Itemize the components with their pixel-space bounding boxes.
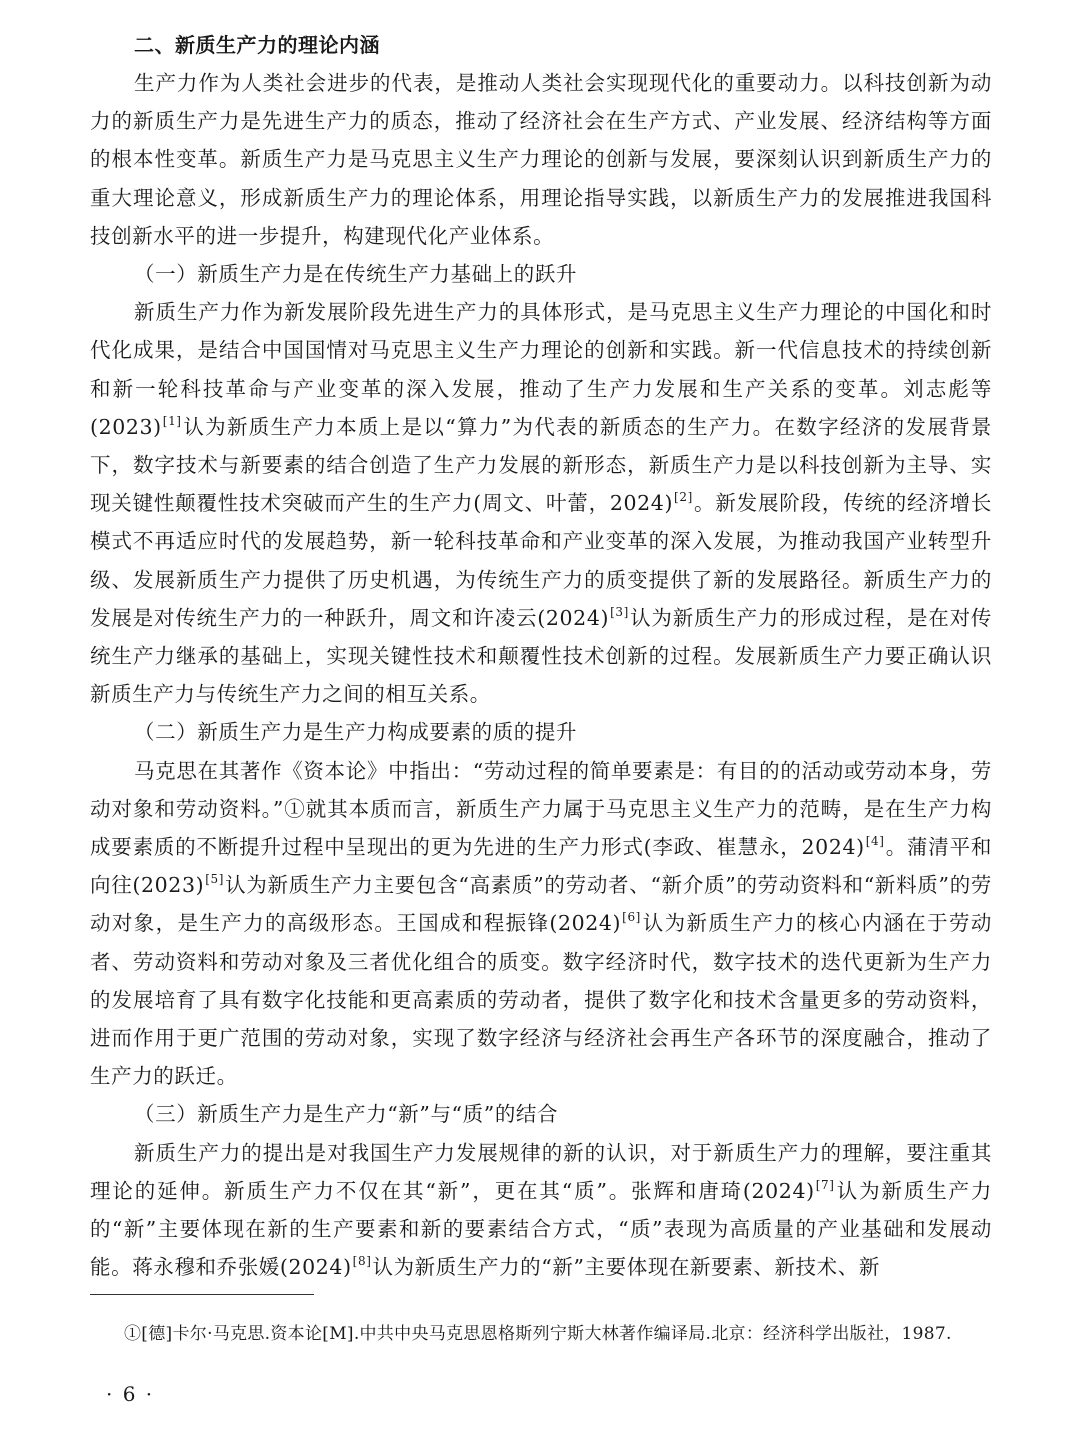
citation-4: [4] (865, 834, 885, 849)
paragraph-text: 认为新质生产力本质上是以“算力”为代表的新质态的生产力。在数字经济的发展背景下，数字技术与新要素的结合创造了生产力发展的新形态，新质生产力是以科技创新为主导、实现关键性颠覆性技术突破而产生的生产力(周文、叶蕾，2024) (90, 414, 992, 516)
citation-5: [5] (205, 872, 224, 887)
paragraph-text: 认为新质生产力的核心内涵在于劳动者、劳动资料和劳动对象及三者优化组合的质变。数字经济时代，数字技术的迭代更新为生产力的发展培育了具有数字化技能和更高素质的劳动者，提供了数字化和技术含量更多的劳动资料，进而作用于更广范围的劳动对象，实现了数字经济与经济社会再生产各环节的深度融合，推动了生产力的跃迁。 (90, 911, 992, 1089)
paragraph-text: 。新发展阶段，传统的经济增长模式不再适应时代的发展趋势，新一轮科技革命和产业变革的深入发展，为推动我国产业转型升级、发展新质生产力提供了历史机遇，为传统生产力的质变提供了新的发展路径。新质生产力的发展是对传统生产力的一种跃升，周文和许凌云(2024) (90, 491, 992, 630)
paragraph-text: 新质生产力的提出是对我国生产力发展规律的新的认识，对于新质生产力的理解，要注重其理论的延伸。新质生产力不仅在其“新”，更在其“质”。张辉和唐琦(2024) (90, 1140, 992, 1203)
paragraph-text: 认为新质生产力的“新”主要体现在新的生产要素和新的要素结合方式，“质”表现为高质量的产业基础和发展动能。蒋永穆和乔张媛(2024) (90, 1178, 992, 1280)
paragraph-text: 马克思在其著作《资本论》中指出：“劳动过程的简单要素是：有目的的活动或劳动本身，劳动对象和劳动资料。”①就其本质而言，新质生产力属于马克思主义生产力的范畴，是在生产力构成要素质的不断提升过程中呈现出的更为先进的生产力形式(李政、崔慧永，2024) (90, 758, 992, 860)
paragraph-text: 新质生产力作为新发展阶段先进生产力的具体形式，是马克思主义生产力理论的中国化和时代化成果，是结合中国国情对马克思主义生产力理论的创新和实践。新一代信息技术的持续创新和新一轮科技革命与产业变革的深入发展，推动了生产力发展和生产关系的变革。刘志彪等(2023) (90, 300, 992, 439)
intro-paragraph: 生产力作为人类社会进步的代表，是推动人类社会实现现代化的重要动力。以科技创新为动力的新质生产力是先进生产力的质态，推动了经济社会在生产方式、产业发展、经济结构等方面的根本性变革。新质生产力是马克思主义生产力理论的创新与发展，要深刻认识到新质生产力的重大理论意义，形成新质生产力的理论体系，用理论指导实践，以新质生产力的发展推进我国科技创新水平的进一步提升，构建现代化产业体系。 (90, 71, 992, 248)
subsection-1-paragraph (90, 293, 992, 713)
subsection-3-title: （三）新质生产力是生产力“新”与“质”的结合 (134, 1102, 559, 1127)
paragraph-text: 。蒲清平和向往(2023) (90, 835, 992, 898)
footnote: ①[德]卡尔·马克思.资本论[M].中共中央马克思恩格斯列宁斯大林著作编译局.北京：经济科学出版社，1987. (124, 1324, 952, 1344)
paragraph-text: 认为新质生产力的“新”主要体现在新要素、新技术、新 (372, 1255, 880, 1280)
subsection-2-paragraph (90, 752, 992, 1096)
footnote-divider (90, 1294, 314, 1295)
paragraph-text: 认为新质生产力的形成过程，是在对传统生产力继承的基础上，实现关键性技术和颠覆性技术创新的过程。发展新质生产力要正确认识新质生产力与传统生产力之间的相互关系。 (90, 605, 992, 707)
citation-7: [7] (815, 1177, 835, 1192)
citation-2: [2] (674, 490, 693, 505)
section-title: 二、新质生产力的理论内涵 (134, 33, 380, 57)
main-text (90, 26, 992, 1287)
page-number: · 6 · (106, 1382, 155, 1406)
citation-8: [8] (352, 1254, 372, 1269)
citation-1: [1] (162, 413, 182, 428)
subsection-2-title: （二）新质生产力是生产力构成要素的质的提升 (134, 720, 578, 745)
citation-6: [6] (622, 910, 641, 925)
subsection-3-paragraph (90, 1134, 992, 1287)
subsection-1-title: （一）新质生产力是在传统生产力基础上的跃升 (134, 262, 578, 287)
paragraph-text: 认为新质生产力主要包含“高素质”的劳动者、“新介质”的劳动资料和“新料质”的劳动对象，是生产力的高级形态。王国成和程振锋(2024) (90, 873, 992, 936)
citation-3: [3] (610, 604, 629, 619)
